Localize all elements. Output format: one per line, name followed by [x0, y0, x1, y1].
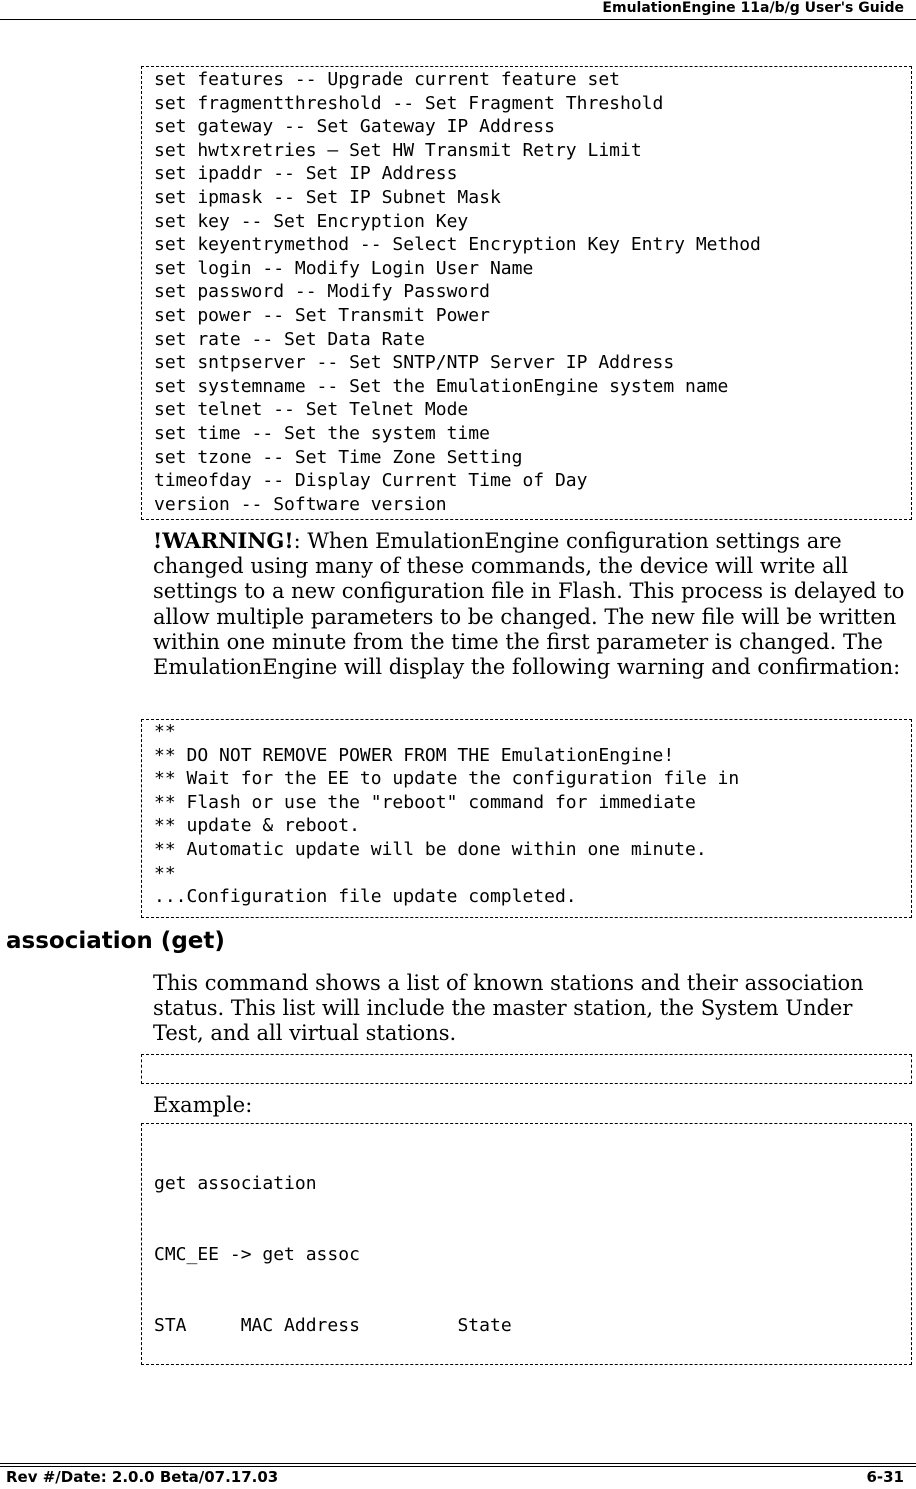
warning-line: ** [154, 721, 176, 742]
command-line: version -- Software version [154, 493, 447, 515]
example-code-box [141, 1123, 912, 1365]
command-line: set rate -- Set Data Rate [154, 328, 425, 350]
example-prompt-line: CMC_EE -> get assoc [154, 1243, 360, 1265]
command-line: set telnet -- Set Telnet Mode [154, 399, 469, 421]
header-rule [0, 19, 916, 20]
warning-line: ** Automatic update will be done within one minute. [154, 838, 707, 860]
command-line: set key -- Set Encryption Key [154, 210, 469, 232]
warning-line: ...Configuration file update completed. [154, 886, 577, 908]
syntax-code-box [141, 1054, 912, 1084]
command-line: set ipmask -- Set IP Subnet Mask [154, 186, 501, 208]
command-line: set sntpserver -- Set SNTP/NTP Server IP Address [154, 352, 675, 374]
warning-line: ** Wait for the EE to update the configuration file in [154, 768, 740, 790]
footer-rule-thin [0, 1466, 916, 1467]
command-line: timeofday -- Display Current Time of Day [154, 470, 588, 492]
warning-line: ** [154, 862, 176, 884]
footer-page-number: 6-31 [866, 1468, 904, 1486]
command-line: set fragmentthreshold -- Set Fragment Threshold [154, 92, 664, 114]
page-header-title: EmulationEngine 11a/b/g User's Guide [602, 0, 904, 16]
section-description: This command shows a list of known stations and their association status. This list will include the master station, the System Under Test, and all virtual stations. [153, 971, 864, 1046]
column-header-state: State [457, 1314, 512, 1336]
command-line: set gateway -- Set Gateway IP Address [154, 116, 555, 138]
command-line: set login -- Modify Login User Name [154, 257, 534, 279]
commands-code-box [141, 66, 912, 520]
warning-line: ** update & reboot. [154, 815, 360, 837]
command-line: set password -- Modify Password [154, 281, 490, 303]
warning-line: ** Flash or use the "reboot" command for immediate [154, 791, 696, 813]
command-line: set tzone -- Set Time Zone Setting [154, 446, 523, 468]
example-command-line: get association [154, 1173, 317, 1195]
command-line: set time -- Set the system time [154, 422, 490, 444]
warning-text: : When EmulationEngine configuration settings are changed using many of these commands, the device will write all settings to a new configuration file in Flash. This process is delayed to allow multiple parameters to be changed. The new file will be written within one minute from the time the first parameter is changed. The EmulationEngine will display the following warning and confirmation: [153, 529, 905, 680]
footer-revision: Rev #/Date: 2.0.0 Beta/07.17.03 [6, 1468, 279, 1486]
warning-paragraph [153, 528, 908, 680]
column-header-sta: STA [154, 1314, 187, 1336]
column-header-mac: MAC Address [240, 1314, 360, 1336]
command-line: set features -- Upgrade current feature set [154, 69, 620, 90]
section-heading: association (get) [6, 928, 225, 954]
footer-rule [0, 1463, 916, 1464]
warning-label: !WARNING! [153, 528, 294, 553]
command-line: set power -- Set Transmit Power [154, 304, 490, 326]
command-line: set ipaddr -- Set IP Address [154, 163, 458, 185]
example-label: Example: [153, 1093, 253, 1117]
warning-code-box [141, 719, 912, 918]
table-header-row [154, 1314, 911, 1337]
warning-line: ** DO NOT REMOVE POWER FROM THE EmulationEngine! [154, 744, 675, 766]
command-line: set keyentrymethod -- Select Encryption Key Entry Method [154, 234, 761, 256]
command-line: set hwtxretries – Set HW Transmit Retry Limit [154, 139, 642, 161]
command-line: set systemname -- Set the EmulationEngine system name [154, 375, 729, 397]
